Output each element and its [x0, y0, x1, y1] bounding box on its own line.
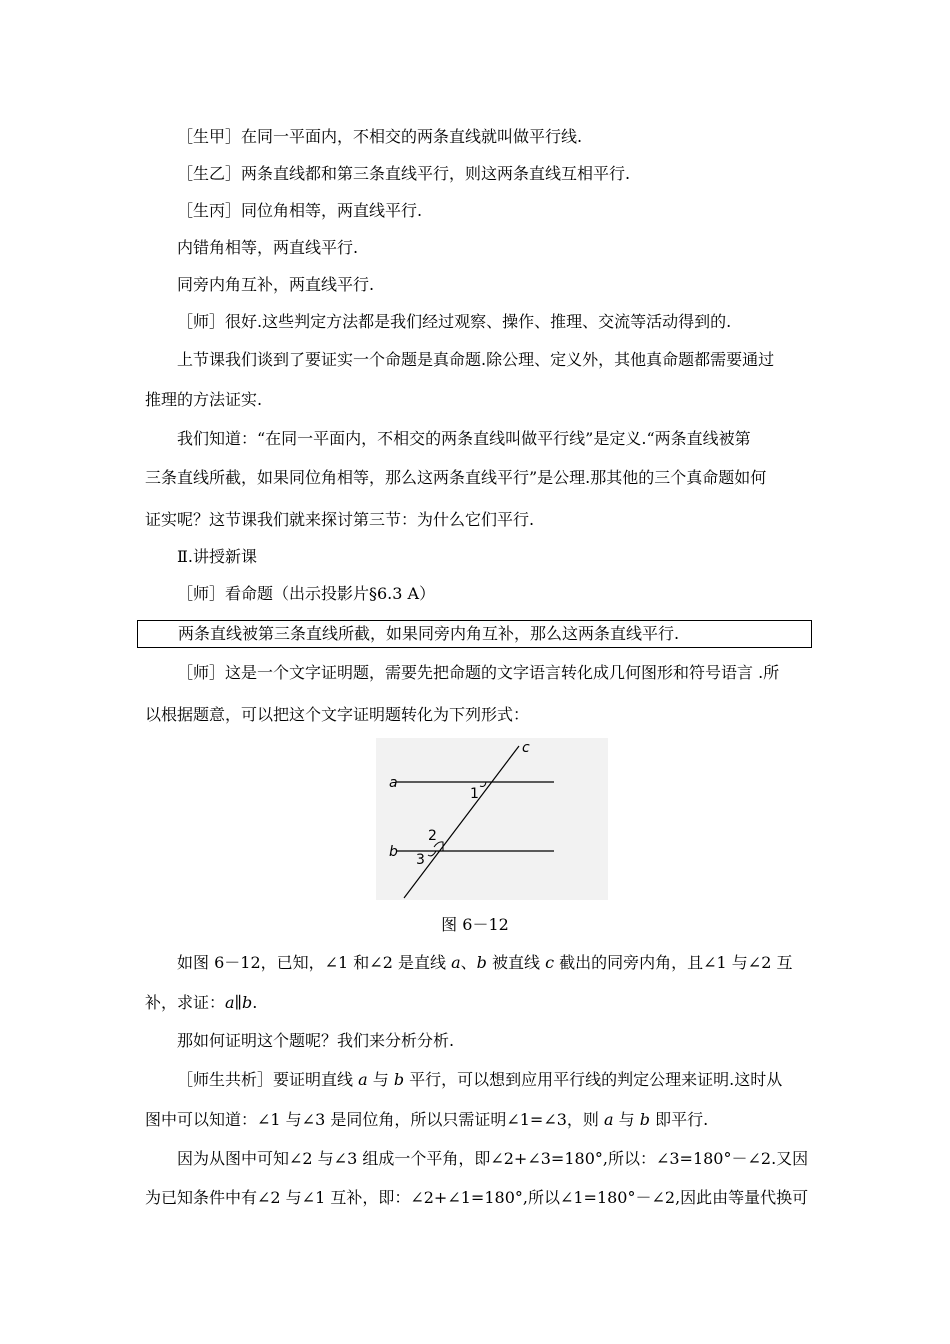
paragraph-given-line1 — [177, 952, 847, 974]
paragraph-last-lesson-line1: 上节课我们谈到了要证实一个命题是真命题.除公理、定义外，其他真命题都需要通过 — [177, 350, 775, 369]
figure-svg — [376, 738, 608, 900]
angle-1-label: 1 — [470, 786, 479, 802]
paragraph-because-line1: 因为从图中可知∠2 与∠3 组成一个平角，即∠2+∠3=180°,所以：∠3=180°－∠2.又因 — [177, 1149, 809, 1168]
analysis2-var-b: b — [639, 1110, 650, 1129]
analysis2-text-post: 即平行. — [650, 1110, 709, 1129]
given-text-post: 截出的同旁内角，且∠1 与∠2 互 — [554, 953, 793, 972]
paragraph-we-know-line3: 证实呢？这节课我们就来探讨第三节：为什么它们平行. — [145, 510, 535, 529]
paragraph-how-to-prove: 那如何证明这个题呢？我们来分析分析. — [177, 1031, 455, 1050]
prove-text-pre: 补，求证： — [145, 993, 226, 1012]
given-var-c: c — [545, 953, 555, 972]
section-heading-new-lesson: Ⅱ.讲授新课 — [177, 547, 257, 566]
given-var-b: b — [476, 953, 487, 972]
label-b: b — [389, 844, 398, 860]
paragraph-teacher-convert-line1: ［师］这是一个文字证明题，需要先把命题的文字语言转化成几何图形和符号语言 .所 — [177, 663, 780, 682]
analysis-text-pre: ［师生共析］要证明直线 — [177, 1070, 359, 1089]
analysis-text-post: 平行，可以想到应用平行线的判定公理来证明.这时从 — [404, 1070, 783, 1089]
label-c: c — [522, 740, 530, 756]
analysis2-text-mid: 与 — [613, 1110, 640, 1129]
given-text-mid: 被直线 — [486, 953, 546, 972]
paragraph-because-line2: 为已知条件中有∠2 与∠1 互补，即：∠2+∠1=180°,所以∠1=180°－∠2,因此由等量代换可 — [145, 1188, 809, 1207]
given-text-sep: 、 — [460, 953, 477, 972]
paragraph-analysis-line1 — [177, 1069, 847, 1091]
angle-3-label: 3 — [416, 852, 425, 868]
paragraph-analysis-line2 — [145, 1109, 815, 1131]
line-c — [404, 746, 519, 898]
angle-3-arc — [428, 851, 436, 856]
paragraph-given-line2 — [145, 992, 815, 1014]
analysis2-var-a: a — [604, 1110, 614, 1129]
paragraph-we-know-line2: 三条直线所截，如果同位角相等，那么这两条直线平行”是公理.那其他的三个真命题如何 — [145, 468, 767, 487]
analysis2-text-pre: 图中可以知道：∠1 与∠3 是同位角，所以只需证明∠1=∠3，则 — [145, 1110, 605, 1129]
paragraph-we-know-line1: 我们知道：“在同一平面内，不相交的两条直线叫做平行线”是定义.“两条直线被第 — [177, 429, 751, 448]
analysis-var-a: a — [358, 1070, 368, 1089]
analysis-text-mid: 与 — [367, 1070, 394, 1089]
analysis-var-b: b — [393, 1070, 405, 1089]
proposition-box — [137, 620, 812, 648]
paragraph-student-yi: ［生乙］两条直线都和第三条直线平行，则这两条直线互相平行. — [177, 164, 631, 183]
paragraph-show-proposition: ［师］看命题（出示投影片§6.3 A） — [177, 584, 436, 603]
figure-parallel-lines — [376, 738, 608, 900]
paragraph-teacher-good: ［师］很好.这些判定方法都是我们经过观察、操作、推理、交流等活动得到的. — [177, 312, 732, 331]
paragraph-student-bing: ［生丙］同位角相等，两直线平行. — [177, 201, 423, 220]
figure-caption: 图 6－12 — [441, 915, 509, 934]
paragraph-student-jia: ［生甲］在同一平面内，不相交的两条直线就叫做平行线. — [177, 127, 583, 146]
paragraph-last-lesson-line2: 推理的方法证实. — [145, 390, 263, 409]
label-a: a — [389, 775, 398, 791]
given-var-a: a — [451, 953, 461, 972]
proposition-text: 两条直线被第三条直线所截，如果同旁内角互补，那么这两条直线平行. — [178, 624, 680, 643]
prove-text-post: . — [252, 993, 258, 1012]
paragraph-interior-angles: 同旁内角互补，两直线平行. — [177, 275, 375, 294]
prove-statement: a∥b — [225, 993, 253, 1012]
paragraph-teacher-convert-line2: 以根据题意，可以把这个文字证明题转化为下列形式： — [145, 705, 530, 724]
given-text-pre: 如图 6－12，已知，∠1 和∠2 是直线 — [177, 953, 452, 972]
angle-1-arc — [480, 782, 486, 787]
paragraph-alternate-angles: 内错角相等，两直线平行. — [177, 238, 359, 257]
angle-2-label: 2 — [428, 828, 437, 844]
